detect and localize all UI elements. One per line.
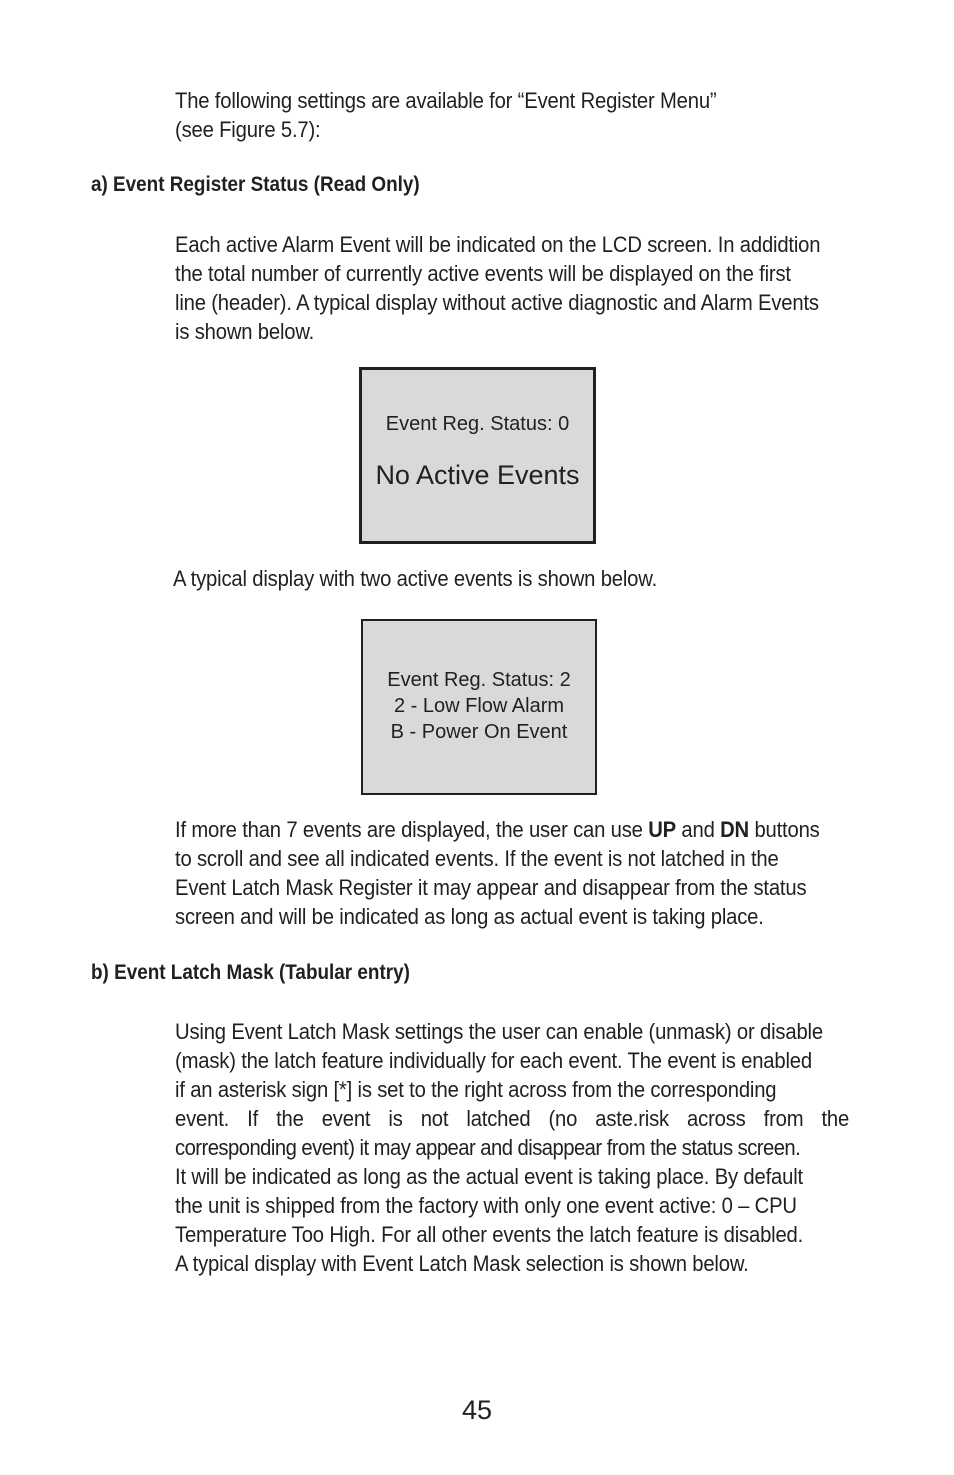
paragraph-line: Temperature Too High. For all other events the latch feature is disabled. [175, 1222, 804, 1247]
section-a-heading: a) Event Register Status (Read Only) [91, 173, 420, 196]
page-number: 45 [461, 1395, 493, 1425]
paragraph-line: (mask) the latch feature individually for each event. The event is enabled [175, 1048, 812, 1073]
paragraph-line: Event Latch Mask Register it may appear and disappear from the status [175, 875, 807, 900]
paragraph-line: to scroll and see all indicated events. If the event is not latched in the [175, 846, 779, 871]
paragraph-line: It will be indicated as long as the actual event is taking place. By default [175, 1164, 803, 1189]
intro-paragraph [175, 86, 796, 144]
paragraph-line: the unit is shipped from the factory with only one event active: 0 – CPU [175, 1193, 797, 1218]
paragraph-line: Each active Alarm Event will be indicated on the LCD screen. In addidtion [175, 232, 821, 257]
paragraph-line: corresponding event) it may appear and disappear from the status screen. [175, 1135, 801, 1160]
paragraph-line: line (header). A typical display without active diagnostic and Alarm Events [175, 290, 819, 315]
text-run: buttons [749, 817, 820, 842]
lcd-line: 2 - Low Flow Alarm [393, 695, 565, 717]
lcd-display-two-events [361, 619, 597, 795]
section-a-paragraph [175, 230, 864, 346]
section-b-heading: b) Event Latch Mask (Tabular entry) [91, 961, 410, 984]
intro-line: (see Figure 5.7): [175, 117, 321, 142]
lcd-header: Event Reg. Status: 0 [385, 413, 570, 435]
lcd-lines [363, 667, 595, 745]
intro-line: The following settings are available for “Event Register Menu” [175, 88, 717, 113]
paragraph-line: if an asterisk sign [*] is set to the right across from the corresponding [175, 1077, 777, 1102]
paragraph-line: A typical display with Event Latch Mask selection is shown below. [175, 1251, 749, 1276]
section-b-paragraph [175, 1017, 864, 1278]
paragraph-line: the total number of currently active events will be displayed on the first [175, 261, 791, 286]
paragraph-line: Using Event Latch Mask settings the user can enable (unmask) or disable [175, 1019, 823, 1044]
dn-button-label: DN [720, 817, 750, 842]
lcd-line: Event Reg. Status: 2 [387, 669, 571, 691]
paragraph-line: is shown below. [175, 319, 315, 344]
lcd-display-no-events [359, 367, 596, 544]
up-button-label: UP [648, 817, 676, 842]
text-run: If more than 7 events are displayed, the user can use [175, 817, 649, 842]
lcd-message: No Active Events [375, 460, 580, 490]
lcd-line: B - Power On Event [390, 721, 568, 743]
between-text: A typical display with two active events is shown below. [173, 566, 658, 591]
paragraph-line [175, 815, 864, 844]
scroll-paragraph [175, 815, 864, 931]
paragraph-line: screen and will be indicated as long as actual event is taking place. [175, 904, 764, 929]
text-run: and [675, 817, 721, 842]
paragraph-line: event. If the event is not latched (no aste.risk across from the [175, 1106, 850, 1131]
